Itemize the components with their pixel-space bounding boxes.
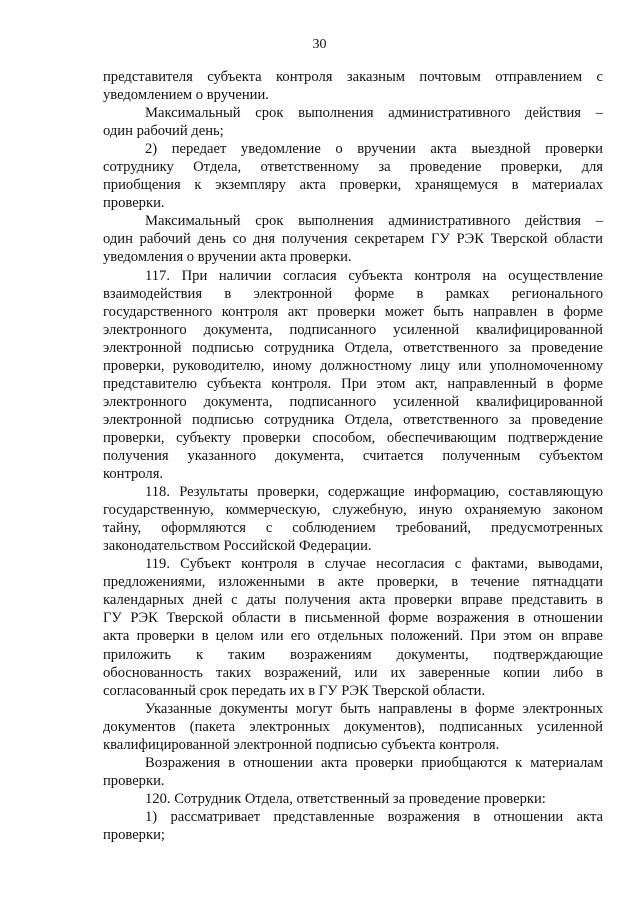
text-line: приобщения к экземпляру акта проверки, хранящемуся в материалах [103, 177, 603, 194]
text-line: один рабочий день; [103, 123, 224, 140]
text-line: 118. Результаты проверки, содержащие информацию, составляющую [145, 484, 603, 501]
text-line: документов (пакета электронных документов), подписанных усиленной [103, 718, 603, 735]
text-line: взаимодействия в электронной форме в рамках регионального [103, 285, 603, 302]
text-line: 2) передает уведомление о вручении акта выездной проверки [145, 141, 603, 158]
text-line: проверки, руководителю, иному должностному лицу или уполномоченному [103, 357, 603, 374]
text-line: Возражения в отношении акта проверки приобщаются к материалам [145, 754, 603, 771]
text-line: электронного документа, подписанного усиленной квалифицированной [103, 321, 603, 338]
text-line: представителя субъекта контроля заказным почтовым отправлением с [103, 69, 603, 85]
text-line: ГУ РЭК Тверской области в письменной форме возражения в отношении [103, 610, 603, 627]
text-line: один рабочий день со дня получения секретарем ГУ РЭК Тверской области [103, 231, 603, 248]
text-line: контроля. [103, 466, 164, 483]
text-line: проверки. [103, 195, 165, 212]
text-line: согласованный срок передать их в ГУ РЭК Тверской области. [103, 682, 486, 699]
text-line: государственного контроля акт проверки может быть направлен в форме [103, 303, 603, 320]
text-line: государственную, коммерческую, служебную, иную охраняемую законом [103, 502, 603, 519]
text-line: электронной подписью сотрудника Отдела, ответственного за проведение [103, 411, 603, 428]
text-line: 117. При наличии согласия субъекта контроля на осуществление [145, 267, 603, 284]
text-line: получения указанного документа, считается полученным субъектом [103, 447, 603, 464]
text-line: предложениями, изложенными в акте проверки, в течение пятнадцати [103, 574, 603, 591]
text-line: квалифицированной электронной подписью субъекта контроля. [103, 736, 500, 753]
text-line: Максимальный срок выполнения административного действия – [145, 105, 603, 122]
text-line: уведомлением о вручении. [103, 87, 269, 104]
page-number: 30 [312, 37, 327, 52]
text-line: проверки; [103, 826, 165, 843]
text-line: законодательством Российской Федерации. [103, 538, 372, 555]
text-line: сотруднику Отдела, ответственному за проведение проверки, для [103, 159, 603, 176]
text-line: акта проверки в целом или его отдельных положений. При этом он вправе [103, 628, 603, 645]
text-line: приложить к таким возражениям документы, подтверждающие [103, 646, 603, 663]
text-line: проверки. [103, 772, 165, 789]
text-line: обоснованность таких возражений, или их заверенные копии либо в [103, 664, 603, 681]
text-line: электронной подписью сотрудника Отдела, ответственного за проведение [103, 339, 603, 356]
text-line: проверки, субъекту проверки способом, обеспечивающим подтверждение [103, 429, 603, 446]
text-line: календарных дней с даты получения акта проверки вправе представить в [103, 592, 603, 609]
text-line: Указанные документы могут быть направлены в форме электронных [145, 700, 603, 717]
document-body [103, 68, 603, 844]
text-line: тайну, оформляются с соблюдением требований, предусмотренных [103, 520, 603, 537]
text-line: 119. Субъект контроля в случае несогласия с фактами, выводами, [145, 556, 603, 573]
text-line: 120. Сотрудник Отдела, ответственный за проведение проверки: [145, 790, 546, 807]
text-line: уведомления о вручении акта проверки. [103, 249, 352, 266]
text-line: представителю субъекта контроля. При этом акт, направленный в форме [103, 375, 603, 392]
text-line: 1) рассматривает представленные возражения в отношении акта [145, 808, 603, 825]
text-line: электронного документа, подписанного усиленной квалифицированной [103, 393, 603, 410]
text-line: Максимальный срок выполнения административного действия – [145, 213, 603, 230]
